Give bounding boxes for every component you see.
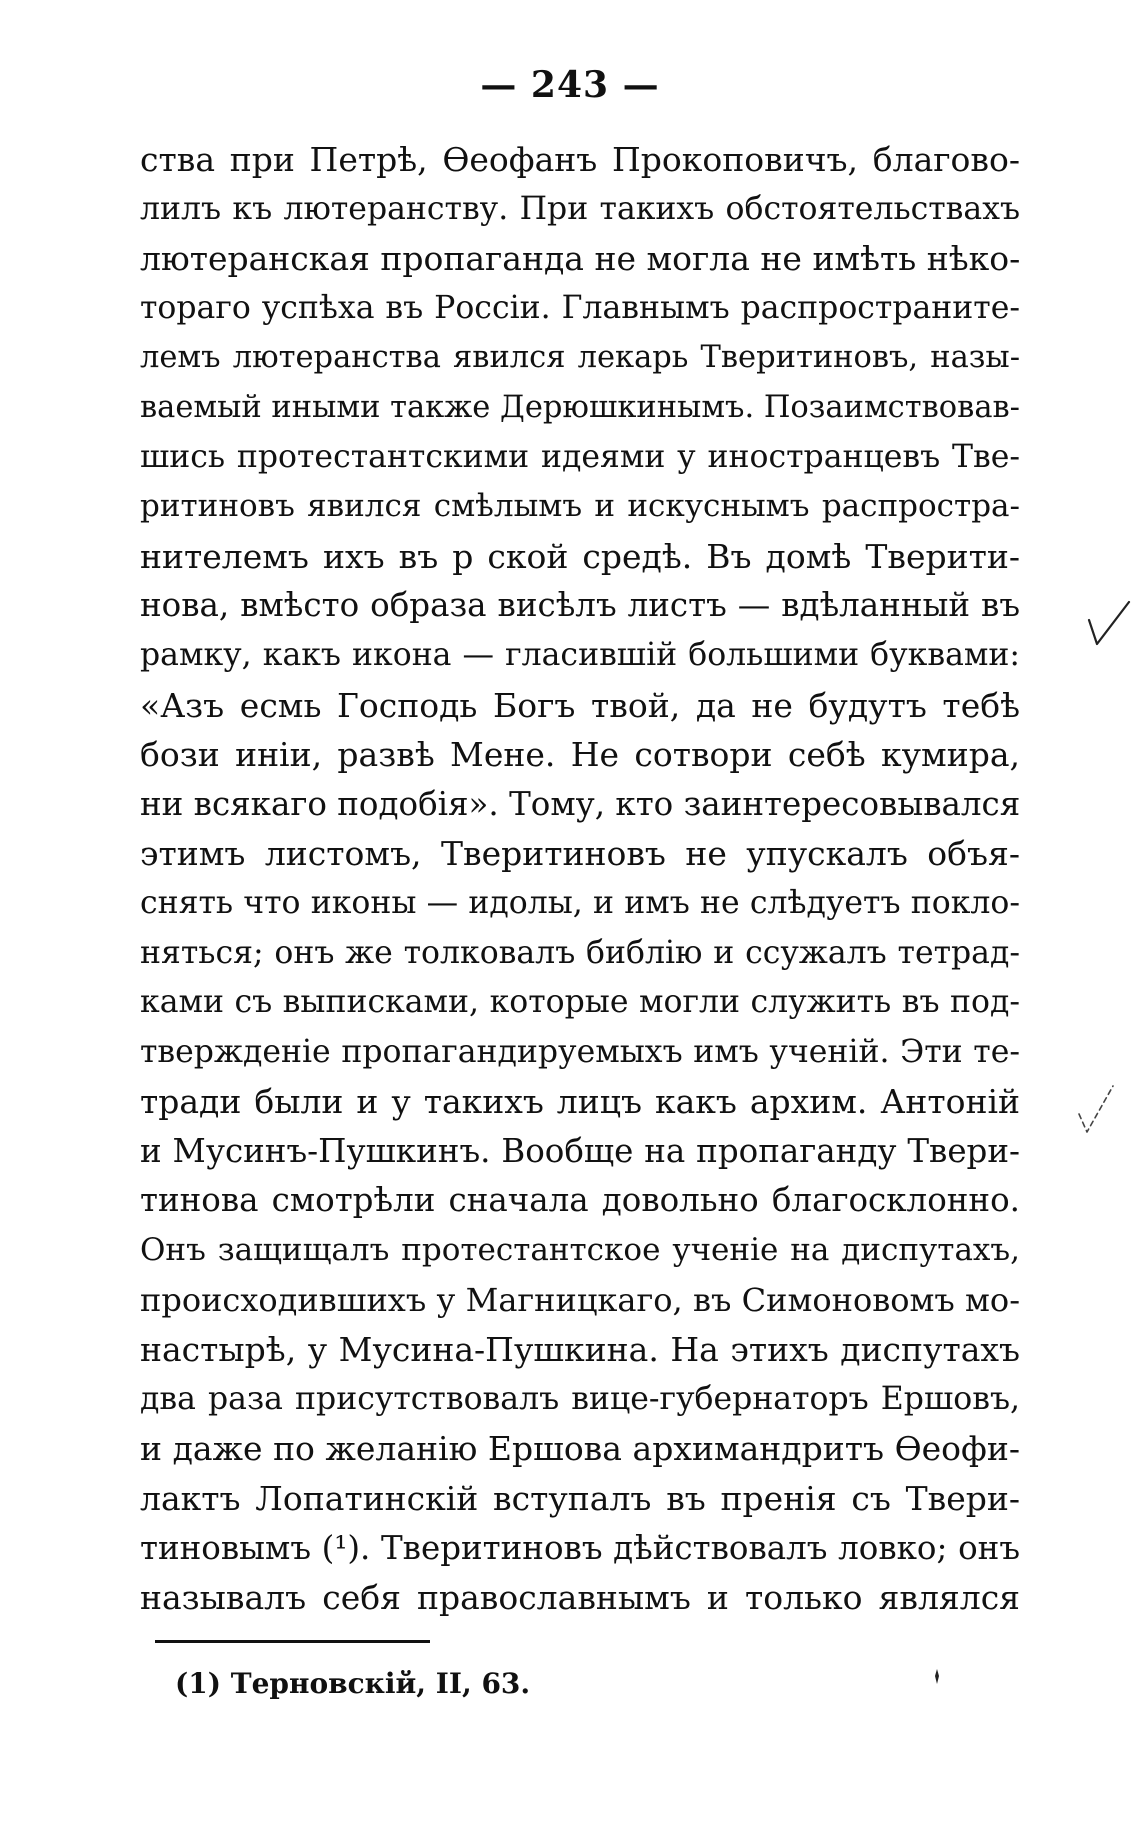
text-line: снять что иконы — идолы, и имъ не слѣдуетъ покло- xyxy=(140,884,1020,921)
text-line: ваемый иными также Дерюшкинымъ. Позаимствовав- xyxy=(140,389,1020,425)
ink-speck-icon xyxy=(930,1668,944,1686)
pencil-checkmark-icon xyxy=(1075,1080,1125,1140)
text-line: два раза присутствовалъ вице-губернаторъ Ершовъ, xyxy=(140,1380,1020,1417)
text-line: нова, вмѣсто образа висѣлъ листъ — вдѣланный въ xyxy=(140,586,1020,625)
text-line: бози иніи, развѣ Мене. Не сотвори себѣ кумира, xyxy=(140,735,1020,775)
text-line: происходившихъ у Магницкаго, въ Симоновомъ мо- xyxy=(140,1280,1020,1319)
text-line: твержденіе пропагандируемыхъ имъ ученій. Эти те- xyxy=(140,1033,1020,1070)
text-line: настырѣ, у Мусина-Пушкина. На этихъ диспутахъ xyxy=(140,1330,1020,1370)
text-line: шись протестантскими идеями у иностранцевъ Тве- xyxy=(140,438,1020,475)
text-line: этимъ листомъ, Тверитиновъ не упускалъ объя- xyxy=(140,834,1020,874)
text-line: тради были и у такихъ лицъ какъ архим. Антоній xyxy=(140,1082,1020,1122)
page-number: — 243 — xyxy=(480,64,660,106)
text-line: ритиновъ явился смѣлымъ и искуснымъ распростра- xyxy=(140,488,1020,525)
text-line: тораго успѣха въ Россіи. Главнымъ распространите- xyxy=(140,289,1020,326)
text-line: Онъ защищалъ протестантское ученіе на диспутахъ, xyxy=(140,1232,1020,1269)
text-line: и даже по желанію Ершова архимандритъ Ѳеофи- xyxy=(140,1429,1020,1469)
text-line: рамку, какъ икона — гласившій большими буквами: xyxy=(140,636,1020,673)
text-line: и Мусинъ-Пушкинъ. Вообще на пропаганду Твери- xyxy=(140,1131,1020,1170)
text-line: называлъ себя православнымъ и только являлся xyxy=(140,1578,1020,1618)
text-line: лактъ Лопатинскій вступалъ въ пренія съ Твери- xyxy=(140,1479,1020,1519)
text-line: нителемъ ихъ въ р ской средѣ. Въ домѣ Тверити- xyxy=(140,536,1020,576)
text-line: лютеранская пропаганда не могла не имѣть нѣко- xyxy=(140,239,1020,279)
text-line: тинова смотрѣли сначала довольно благосклонно. xyxy=(140,1181,1020,1220)
text-line: «Азъ есмь Господь Богъ твой, да не будутъ тебѣ xyxy=(140,685,1020,725)
footnote: (1) Терновскій, II, 63. xyxy=(175,1667,531,1700)
text-line: тиновымъ (¹). Тверитиновъ дѣйствовалъ ловко; онъ xyxy=(140,1528,1020,1567)
text-line: ками съ выписками, которые могли служить въ под- xyxy=(140,984,1020,1021)
pencil-checkmark-icon xyxy=(1085,598,1135,648)
text-line: лемъ лютеранства явился лекарь Тверитиновъ, назы- xyxy=(140,340,1020,376)
text-line: лилъ къ лютеранству. При такихъ обстоятельствахъ xyxy=(140,190,1020,227)
body-text xyxy=(140,135,1020,1623)
text-line: ства при Петрѣ, Ѳеофанъ Прокоповичъ, благово- xyxy=(140,140,1020,179)
text-line: няться; онъ же толковалъ библію и ссужалъ тетрад- xyxy=(140,934,1020,971)
footnote-divider xyxy=(155,1640,430,1643)
text-line: ни всякаго подобія». Тому, кто заинтересовывался xyxy=(140,784,1020,823)
